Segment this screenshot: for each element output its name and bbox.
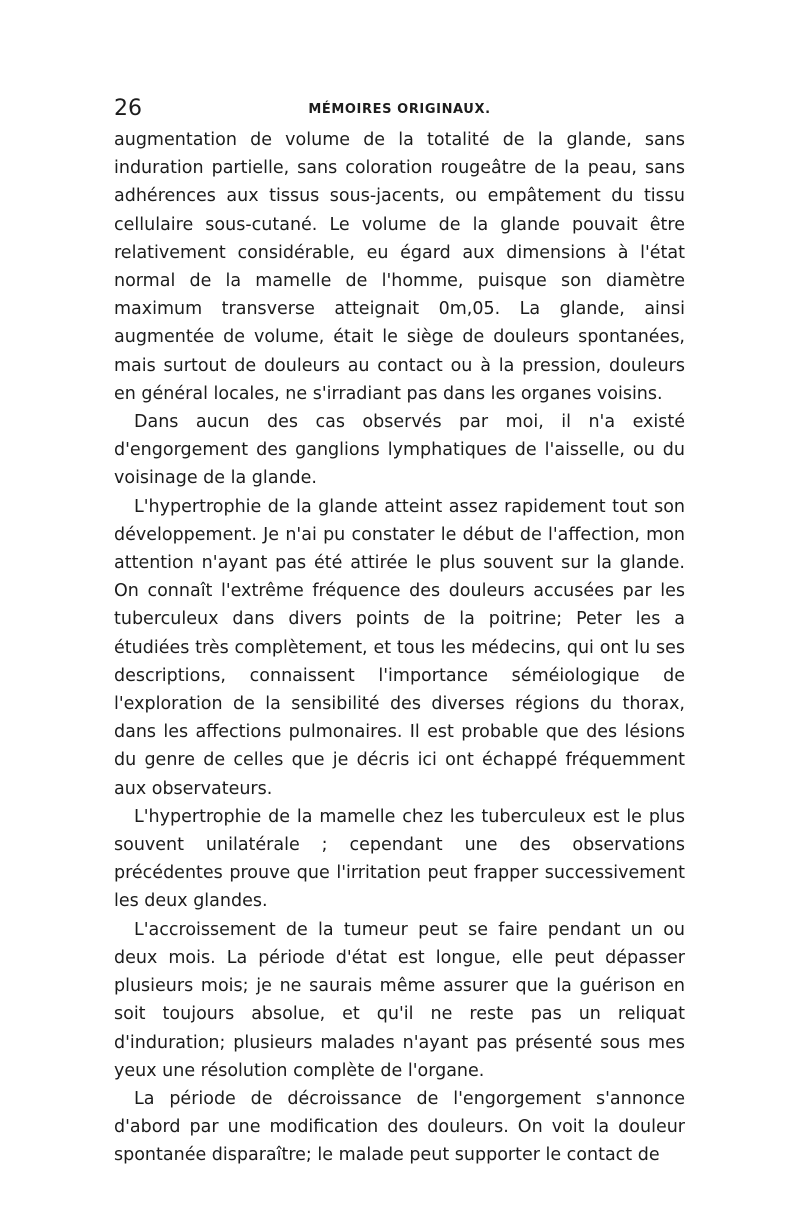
book-page	[114, 96, 685, 1170]
running-head	[114, 96, 685, 126]
paragraph: L'hypertrophie de la mamelle chez les tuberculeux est le plus souvent unilatérale ; cependant une des observations précédentes prouve que l'irritation peut frapper successivement les deux glandes.	[114, 806, 685, 912]
paragraph: La période de décroissance de l'engorgement s'annonce d'abord par une modification des douleurs. On voit la douleur spontanée disparaître; le malade peut supporter le contact de	[114, 1088, 685, 1166]
page-number: 26	[114, 96, 142, 121]
paragraph: L'accroissement de la tumeur peut se faire pendant un ou deux mois. La période d'état est longue, elle peut dépasser plusieurs mois; je ne saurais même assurer que la guérison en soit toujours absolue, et qu'il ne reste pas un reliquat d'induration; plusieurs malades n'ayant pas présenté sous mes yeux une résolution complète de l'organe.	[114, 919, 685, 1081]
paragraph: L'hypertrophie de la glande atteint assez rapidement tout son développement. Je n'ai pu constater le début de l'affection, mon attention n'ayant pas été attirée le plus souvent sur la glande. On connaît l'extrême fréquence des douleurs accusées par les tuberculeux dans divers points de la poitrine; Peter les a étudiées très complètement, et tous les médecins, qui ont lu ses descriptions, connaissent l'importance séméiologique de l'exploration de la sensibilité des diverses régions du thorax, dans les affections pulmonaires. Il est probable que des lésions du genre de celles que je décris ici ont échappé fréquemment aux observateurs.	[114, 496, 685, 799]
running-title: MÉMOIRES ORIGINAUX.	[308, 102, 491, 117]
body-text	[114, 126, 685, 1170]
paragraph: augmentation de volume de la totalité de la glande, sans induration partielle, sans coloration rougeâtre de la peau, sans adhérences aux tissus sous-jacents, ou empâtement du tissu cellulaire sous-cutané. Le volume de la glande pouvait être relativement considérable, eu égard aux dimensions à l'état normal de la mamelle de l'homme, puisque son diamètre maximum transverse atteignait 0m,05. La glande, ainsi augmentée de volume, était le siège de douleurs spontanées, mais surtout de douleurs au contact ou à la pression, douleurs en général locales, ne s'irradiant pas dans les organes voisins.	[114, 130, 685, 404]
paragraph: Dans aucun des cas observés par moi, il n'a existé d'engorgement des ganglions lymphatiques de l'aisselle, ou du voisinage de la glande.	[114, 412, 685, 489]
